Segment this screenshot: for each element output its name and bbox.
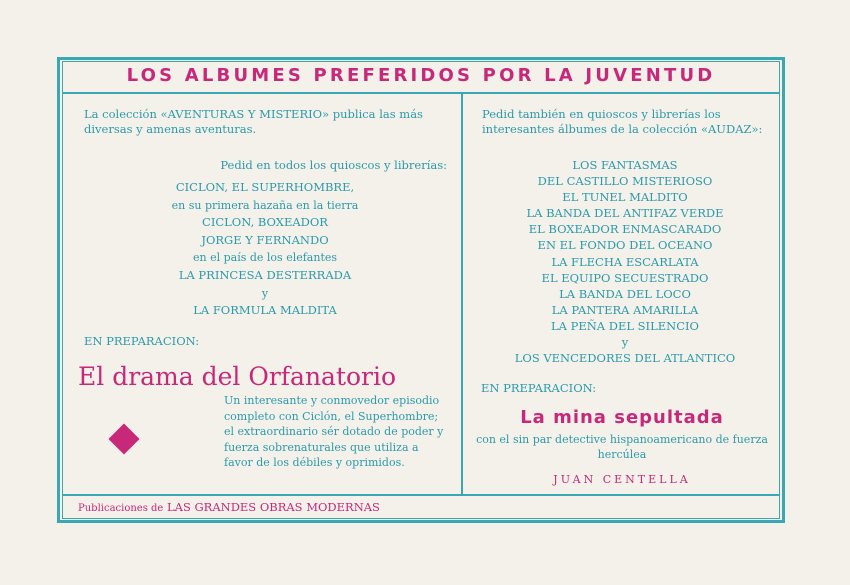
list-item: EL TUNEL MALDITO — [562, 190, 688, 205]
list-item: LA PRINCESA DESTERRADA — [178, 267, 352, 282]
list-item: LA PEÑA DEL SILENCIO — [551, 318, 699, 333]
list-item: y — [261, 286, 269, 300]
list-item: CICLON, EL SUPERHOMBRE, — [175, 180, 355, 194]
list-item: LOS VENCEDORES DEL ATLANTICO — [514, 351, 736, 366]
left-pedid-text: Pedid en todos los quioscos y librerías: — [220, 158, 447, 172]
column-divider — [461, 93, 463, 494]
list-item: LA FLECHA ESCARLATA — [551, 254, 699, 269]
list-item: en su primera hazaña en la tierra — [171, 198, 359, 212]
list-item: CICLON, BOXEADOR — [202, 215, 328, 230]
list-item: LOS FANTASMAS — [572, 158, 678, 172]
left-intro: La colección «AVENTURAS Y MISTERIO» publica las más diversas y amenas aventuras. — [84, 107, 423, 136]
right-pedid-text: Pedid también en quioscos y librerías los interesantes álbumes de la colección «AUDAZ»: — [482, 107, 763, 136]
footer-publisher — [78, 499, 578, 517]
list-item: LA FORMULA MALDITA — [193, 303, 337, 318]
list-item: LA PANTERA AMARILLA — [551, 302, 699, 317]
list-item: en el país de los elefantes — [192, 251, 338, 265]
list-item: EL BOXEADOR ENMASCARADO — [528, 222, 722, 237]
list-item: y — [621, 335, 629, 350]
left-title-list — [140, 179, 390, 320]
footer-rule — [62, 494, 780, 496]
footer-prefix: Publicaciones de — [78, 503, 164, 514]
left-feature-description: Un interesante y conmovedor episodio completo con Ciclón, el Superhombre; el extraordinario sér dotado de poder y fuerza sobrenaturales que utiliza a favor de los débiles y oprimidos. — [224, 394, 444, 470]
left-prep-label: EN PREPARACION: — [84, 334, 200, 348]
left-feature-title: El drama del Orfanatorio — [78, 362, 397, 391]
right-title-list — [470, 157, 780, 366]
right-feature-description: con el sin par detective hispanoamericano de fuerza hercúlea — [476, 433, 768, 461]
author-name: JUAN CENTELLA — [553, 473, 691, 486]
right-feature-title: La mina sepultada — [520, 407, 724, 428]
right-prep-label: EN PREPARACION: — [481, 381, 597, 395]
list-item: DEL CASTILLO MISTERIOSO — [537, 174, 713, 189]
list-item: JORGE Y FERNANDO — [201, 232, 329, 247]
headline: LOS ALBUMES PREFERIDOS POR LA JUVENTUD — [126, 65, 716, 86]
list-item: LA BANDA DEL ANTIFAZ VERDE — [526, 206, 724, 221]
headline-rule — [62, 92, 780, 94]
list-item: EN EL FONDO DEL OCEANO — [537, 238, 713, 253]
list-item: LA BANDA DEL LOCO — [559, 286, 691, 301]
footer-publisher-name: LAS GRANDES OBRAS MODERNAS — [167, 500, 380, 514]
list-item: EL EQUIPO SECUESTRADO — [541, 270, 709, 285]
